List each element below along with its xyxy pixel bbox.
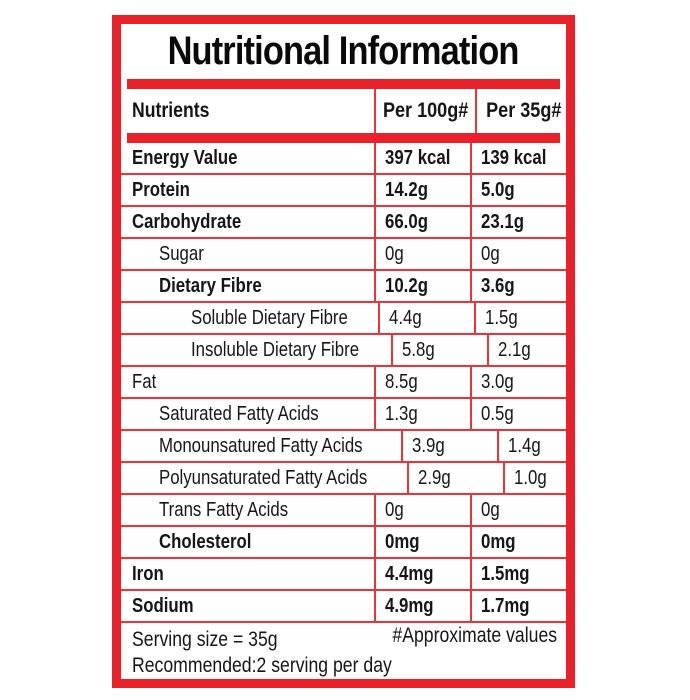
nutrient-name: Cholesterol [159, 530, 252, 553]
table-row-protein [121, 175, 566, 207]
per-35g-value: 0g [470, 495, 566, 525]
per-35g-value: 3.6g [470, 271, 566, 301]
serving-size-note: Serving size = 35g [132, 628, 278, 651]
per-35g-value: 3.0g [470, 367, 566, 397]
table-row-energy-value [121, 143, 566, 175]
table-row-cholesterol [121, 527, 566, 559]
per-35g-value: 1.7mg [470, 591, 566, 621]
per-35g-value: 1.4g [497, 431, 593, 461]
per-100g-value: 2.9g [407, 463, 503, 493]
table-row-polyunsaturated-fatty-acids [121, 463, 566, 495]
nutrient-name: Fat [132, 370, 157, 393]
nutrient-name: Monounsatured Fatty Acids [159, 434, 363, 457]
per-35g-value: 2.1g [487, 335, 583, 365]
nutrient-name: Sodium [132, 594, 194, 617]
nutrient-name: Soluble Dietary Fibre [191, 306, 348, 329]
column-header-per-100g: Per 100g# [374, 89, 475, 133]
per-100g-value: 0g [374, 495, 470, 525]
nutrient-name: Sugar [159, 242, 204, 265]
approximate-values-note: #Approximate values [392, 624, 557, 647]
table-row-dietary-fibre [121, 271, 566, 303]
column-header-per-35g: Per 35g# [475, 89, 571, 133]
per-100g-value: 4.4g [378, 303, 474, 333]
table-header-row [121, 89, 566, 133]
label-footer [121, 623, 566, 679]
nutrition-label [112, 15, 575, 688]
table-row-fat [121, 367, 566, 399]
per-100g-value: 10.2g [374, 271, 470, 301]
table-row-monounsatured-fatty-acids [121, 431, 566, 463]
table-row-soluble-dietary-fibre [121, 303, 566, 335]
per-35g-value: 1.5mg [470, 559, 566, 589]
nutrient-name: Protein [132, 178, 190, 201]
per-100g-value: 3.9g [401, 431, 497, 461]
per-35g-value: 23.1g [470, 207, 566, 237]
table-row-carbohydrate [121, 207, 566, 239]
nutrient-name: Energy Value [132, 146, 238, 169]
per-100g-value: 4.9mg [374, 591, 470, 621]
table-row-saturated-fatty-acids [121, 399, 566, 431]
header-underline-bar [127, 133, 560, 143]
per-100g-value: 66.0g [374, 207, 470, 237]
per-100g-value: 0g [374, 239, 470, 269]
per-35g-value: 1.0g [503, 463, 599, 493]
per-100g-value: 397 kcal [374, 143, 470, 173]
per-100g-value: 5.8g [391, 335, 487, 365]
table-row-iron [121, 559, 566, 591]
nutrient-name: Iron [132, 562, 164, 585]
page-title [121, 24, 566, 79]
nutrient-name: Trans Fatty Acids [159, 498, 289, 521]
per-100g-value: 8.5g [374, 367, 470, 397]
table-row-insoluble-dietary-fibre [121, 335, 566, 367]
nutrient-name: Dietary Fibre [159, 274, 262, 297]
page-title-text: Nutritional Information [168, 29, 519, 74]
table-row-sugar [121, 239, 566, 271]
table-row-trans-fatty-acids [121, 495, 566, 527]
per-100g-value: 14.2g [374, 175, 470, 205]
per-35g-value: 0g [470, 239, 566, 269]
nutrient-name: Polyunsaturated Fatty Acids [159, 466, 368, 489]
per-100g-value: 0mg [374, 527, 470, 557]
recommended-note: Recommended:2 serving per day [132, 654, 392, 677]
per-35g-value: 0mg [470, 527, 566, 557]
per-35g-value: 0.5g [470, 399, 566, 429]
per-35g-value: 1.5g [474, 303, 570, 333]
per-35g-value: 5.0g [470, 175, 566, 205]
per-100g-value: 1.3g [374, 399, 470, 429]
nutrient-name: Carbohydrate [132, 210, 242, 233]
per-35g-value: 139 kcal [470, 143, 566, 173]
title-underline-bar [127, 79, 560, 89]
nutrient-name: Saturated Fatty Acids [159, 402, 319, 425]
per-100g-value: 4.4mg [374, 559, 470, 589]
table-row-sodium [121, 591, 566, 623]
column-header-nutrients: Nutrients [132, 99, 210, 123]
nutrient-name: Insoluble Dietary Fibre [191, 338, 360, 361]
